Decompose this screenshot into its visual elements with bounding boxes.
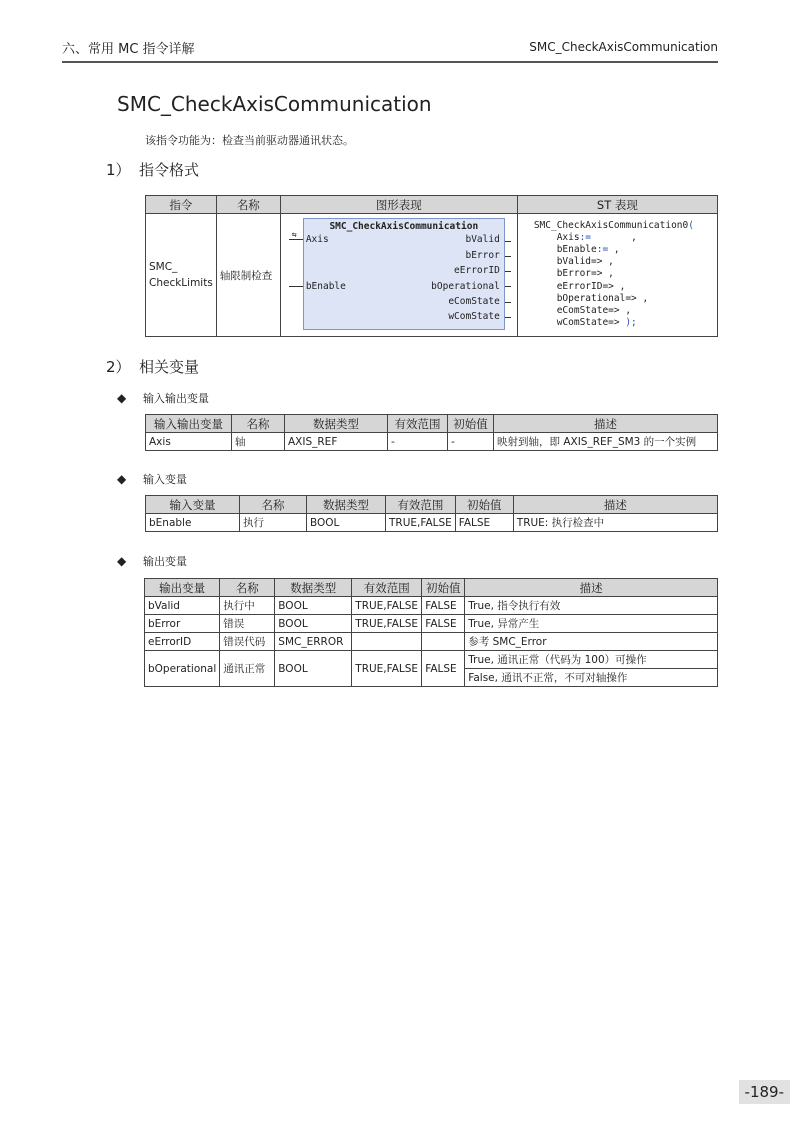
col-header: 有效范围	[386, 496, 456, 514]
table-row	[145, 615, 718, 633]
output-pin-line	[505, 256, 511, 257]
format-table	[145, 195, 718, 337]
cell-name: 通讯正常	[220, 651, 275, 687]
format-header-name: 名称	[216, 196, 280, 214]
page-title: SMC_CheckAxisCommunication	[117, 92, 432, 116]
col-header: 描述	[494, 415, 718, 433]
format-header-graphic: 图形表现	[280, 196, 517, 214]
cell-type: AXIS_REF	[285, 433, 388, 451]
inputs-heading-label: 输入变量	[143, 473, 187, 486]
st-line: wComState=> );	[533, 317, 637, 329]
section-1-heading	[106, 159, 199, 180]
col-header: 初始值	[422, 579, 465, 597]
st-line: bValid=> ,	[533, 256, 614, 268]
outputs-heading-label: 输出变量	[143, 555, 187, 568]
cell-var: bError	[145, 615, 220, 633]
st-line: SMC_CheckAxisCommunication0(	[533, 219, 694, 231]
cell-init: FALSE	[455, 514, 513, 532]
col-header: 数据类型	[285, 415, 388, 433]
col-header: 描述	[513, 496, 717, 514]
cell-name: 执行中	[220, 597, 275, 615]
output-pin-line	[505, 302, 511, 303]
col-header: 初始值	[448, 415, 494, 433]
st-line: Axis:= ,	[533, 231, 637, 243]
col-header: 有效范围	[388, 415, 448, 433]
cell-range: TRUE,FALSE	[352, 651, 422, 687]
section-1-number: 1）	[106, 161, 131, 179]
st-line: bError=> ,	[533, 268, 614, 280]
col-header: 初始值	[455, 496, 513, 514]
fb-input-axis: Axis	[305, 234, 329, 245]
section-2-label: 相关变量	[139, 358, 200, 376]
cell-type: BOOL	[275, 597, 352, 615]
cell-range: TRUE,FALSE	[352, 597, 422, 615]
cell-var: bEnable	[146, 514, 240, 532]
cell-name: 错误	[220, 615, 275, 633]
cell-init: -	[448, 433, 494, 451]
col-header: 输入变量	[146, 496, 240, 514]
format-instr-cell: SMC_ CheckLimits	[146, 214, 217, 337]
section-1-label: 指令格式	[139, 161, 200, 179]
st-code-cell	[517, 214, 717, 337]
col-header: 描述	[465, 579, 718, 597]
cell-init: FALSE	[422, 651, 465, 687]
inout-arrow-icon: ⇆	[291, 230, 297, 239]
format-header-instr: 指令	[146, 196, 217, 214]
format-name-cell: 轴限制检查	[216, 214, 280, 337]
section-2-heading	[106, 356, 199, 377]
cell-var: bOperational	[145, 651, 220, 687]
axis-pin-line	[289, 239, 303, 240]
cell-desc: True, 通讯正常（代码为 100）可操作	[465, 651, 718, 669]
col-header: 有效范围	[352, 579, 422, 597]
cell-range	[352, 633, 422, 651]
cell-name: 错误代码	[220, 633, 275, 651]
cell-var: Axis	[146, 433, 232, 451]
inputs-table	[145, 495, 718, 532]
fb-output-boperational: bOperational	[431, 281, 500, 292]
output-pin-line	[505, 317, 511, 318]
table-row	[146, 514, 718, 532]
col-header: 数据类型	[307, 496, 386, 514]
col-header: 名称	[240, 496, 307, 514]
diamond-bullet-icon: ◆	[117, 391, 127, 405]
function-block-title: SMC_CheckAxisCommunication	[329, 221, 479, 232]
fb-output-eerrorid: eErrorID	[454, 265, 500, 276]
cell-var: eErrorID	[145, 633, 220, 651]
col-header: 数据类型	[275, 579, 352, 597]
st-line: eErrorID=> ,	[533, 280, 626, 292]
cell-type: BOOL	[275, 651, 352, 687]
col-header: 名称	[220, 579, 275, 597]
cell-name: 轴	[232, 433, 285, 451]
function-block-cell	[280, 214, 517, 337]
fb-output-ecomstate: eComState	[448, 296, 500, 307]
table-row	[146, 433, 718, 451]
diamond-bullet-icon: ◆	[117, 472, 127, 486]
cell-name: 执行	[240, 514, 307, 532]
output-pin-line	[505, 286, 511, 287]
output-pin-line	[505, 241, 511, 242]
cell-desc: 参考 SMC_Error	[465, 633, 718, 651]
table-row	[145, 597, 718, 615]
header-divider	[62, 61, 718, 63]
col-header: 名称	[232, 415, 285, 433]
header-chapter: 六、常用 MC 指令详解	[62, 42, 195, 57]
st-line: bEnable:= ,	[533, 243, 620, 255]
format-header-st: ST 表现	[517, 196, 717, 214]
output-pin-line	[505, 271, 511, 272]
diamond-bullet-icon: ◆	[117, 554, 127, 568]
cell-range: -	[388, 433, 448, 451]
cell-var: bValid	[145, 597, 220, 615]
fb-output-wcomstate: wComState	[448, 311, 500, 322]
cell-desc: 映射到轴，即 AXIS_REF_SM3 的一个实例	[494, 433, 718, 451]
cell-range: TRUE,FALSE	[352, 615, 422, 633]
inout-table	[145, 414, 718, 451]
header-topic: SMC_CheckAxisCommunication	[529, 40, 718, 54]
col-header: 输出变量	[145, 579, 220, 597]
fb-output-bvalid: bValid	[465, 234, 500, 245]
enable-pin-line	[289, 286, 303, 287]
function-block	[303, 218, 505, 330]
cell-init: FALSE	[422, 615, 465, 633]
table-row	[145, 651, 718, 669]
inout-heading	[117, 390, 209, 406]
page-number: -189-	[739, 1080, 790, 1104]
cell-desc: False, 通讯不正常，不可对轴操作	[465, 669, 718, 687]
cell-range: TRUE,FALSE	[386, 514, 456, 532]
cell-type: SMC_ERROR	[275, 633, 352, 651]
outputs-table	[144, 578, 718, 687]
cell-type: BOOL	[275, 615, 352, 633]
inputs-heading	[117, 471, 187, 487]
cell-type: BOOL	[307, 514, 386, 532]
inout-heading-label: 输入输出变量	[143, 392, 209, 405]
cell-desc: True, 异常产生	[465, 615, 718, 633]
intro-text: 该指令功能为：检查当前驱动器通讯状态。	[145, 134, 354, 147]
col-header: 输入输出变量	[146, 415, 232, 433]
st-line: bOperational=> ,	[533, 292, 649, 304]
st-line: eComState=> ,	[533, 305, 632, 316]
cell-init	[422, 633, 465, 651]
outputs-heading	[117, 553, 187, 569]
table-row	[145, 633, 718, 651]
fb-output-berror: bError	[465, 250, 500, 261]
fb-input-benable: bEnable	[305, 281, 346, 292]
cell-desc: TRUE: 执行检查中	[513, 514, 717, 532]
section-2-number: 2）	[106, 358, 131, 376]
cell-desc: True, 指令执行有效	[465, 597, 718, 615]
cell-init: FALSE	[422, 597, 465, 615]
